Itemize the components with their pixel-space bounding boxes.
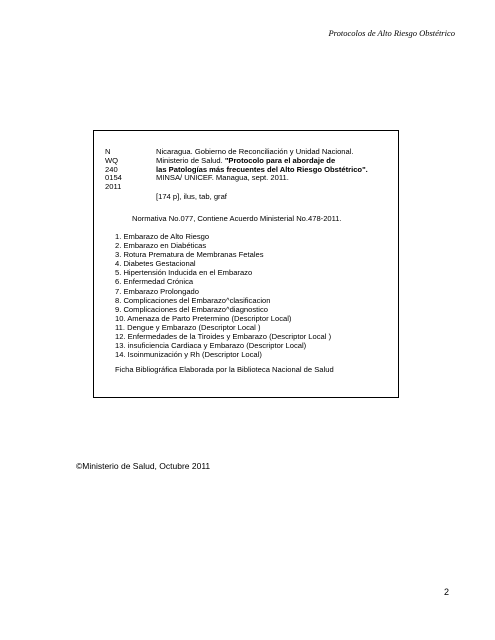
- subject-item: 9. Complicaciones del Embarazo^diagnostico: [115, 304, 268, 314]
- call-number-line: 0154: [105, 173, 122, 183]
- bibliographic-entry: [156, 148, 368, 183]
- call-number-line: N: [105, 147, 111, 156]
- ficha-note: Ficha Bibliográfica Elaborada por la Biblioteca Nacional de Salud: [115, 365, 334, 374]
- running-header: Protocolos de Alto Riesgo Obstétrico: [328, 28, 455, 38]
- catalog-card: [93, 130, 399, 398]
- subject-item: 2. Embarazo en Diabéticas: [115, 241, 207, 251]
- subject-item: 6. Enfermedad Crónica: [115, 277, 194, 287]
- page-number: 2: [443, 587, 449, 597]
- subject-item: 13. insuficiencia Cardiaca y Embarazo (Descriptor Local): [115, 341, 307, 351]
- subject-item: 12. Enfermedades de la Tiroides y Embarazo (Descriptor Local ): [115, 332, 332, 342]
- subject-item: 11. Dengue y Embarazo (Descriptor Local ): [115, 322, 261, 332]
- entry-ministry: Ministerio de Salud.: [156, 155, 225, 165]
- subject-item: 14. Isoinmunización y Rh (Descriptor Local): [115, 350, 262, 360]
- entry-title-part1: "Protocolo para el abordaje de: [224, 155, 336, 165]
- call-number-line: WQ: [105, 155, 119, 165]
- entry-title-part2: las Patologías más frecuentes del Alto Riesgo Obstétrico".: [156, 164, 368, 174]
- entry-publisher: MINSA/ UNICEF. Managua, sept. 2011.: [156, 173, 289, 183]
- call-number: [105, 148, 122, 192]
- subject-list: [115, 232, 331, 359]
- subject-item: 10. Amenaza de Parto Pretermino (Descriptor Local): [115, 313, 292, 323]
- subject-item: 7. Embarazo Prolongado: [115, 286, 200, 296]
- subject-item: 4. Diabetes Gestacional: [115, 259, 196, 269]
- subject-item: 3. Rotura Prematura de Membranas Fetales: [115, 250, 264, 260]
- copyright-notice: ©Ministerio de Salud, Octubre 2011: [76, 461, 211, 471]
- physical-description: [174 p], ilus, tab, graf: [156, 192, 227, 201]
- entry-author: Nicaragua. Gobierno de Reconciliación y Unidad Nacional.: [156, 147, 354, 156]
- normativa-note: Normativa No.077, Contiene Acuerdo Ministerial No.478-2011.: [132, 214, 342, 223]
- call-number-line: 2011: [105, 182, 122, 192]
- subject-item: 5. Hipertensión Inducida en el Embarazo: [115, 268, 253, 278]
- subject-item: 8. Complicaciones del Embarazo^clasificacion: [115, 295, 271, 305]
- subject-item: 1. Embarazo de Alto Riesgo: [115, 232, 210, 241]
- call-number-line: 240: [105, 164, 118, 174]
